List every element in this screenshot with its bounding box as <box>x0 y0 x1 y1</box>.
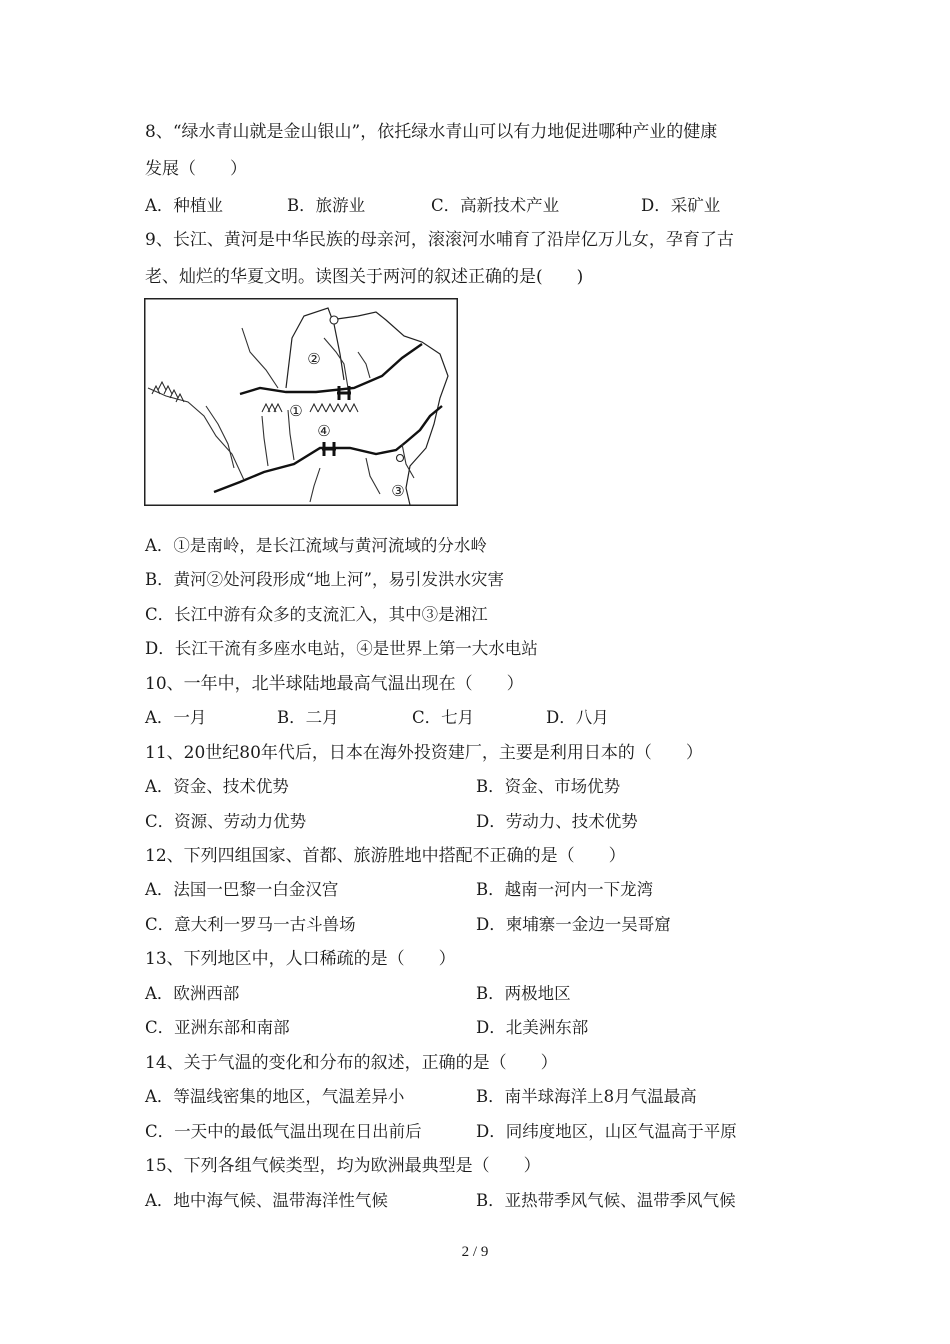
q12-option-c: C．意大利一罗马一古斗兽场 <box>145 915 356 934</box>
q12-option-d: D．柬埔寨一金边一吴哥窟 <box>476 915 671 934</box>
q13-option-a: A．欧洲西部 <box>145 984 240 1003</box>
river-map-svg <box>144 298 458 506</box>
q10-option-a: A．一月 <box>145 708 207 727</box>
q13-stem: 13、下列地区中，人口稀疏的是（ ） <box>145 949 456 969</box>
map-label-2: ② <box>307 350 321 368</box>
q8-option-b: B．旅游业 <box>287 196 366 215</box>
q9-stem-line2: 老、灿烂的华夏文明。读图关于两河的叙述正确的是( ) <box>145 267 584 287</box>
page-number: 2 / 9 <box>461 1244 489 1260</box>
map-label-3: ③ <box>391 482 405 500</box>
q11-option-c: C．资源、劳动力优势 <box>145 812 307 831</box>
q12-stem: 12、下列四组国家、首都、旅游胜地中搭配不正确的是（ ） <box>145 846 626 866</box>
q14-option-a: A．等温线密集的地区，气温差异小 <box>145 1087 405 1106</box>
q11-option-d: D．劳动力、技术优势 <box>476 812 638 831</box>
q11-option-b: B．资金、市场优势 <box>476 777 621 796</box>
q8-option-d: D．采矿业 <box>641 196 721 215</box>
q8-option-a: A．种植业 <box>145 196 223 215</box>
q13-option-c: C．亚洲东部和南部 <box>145 1018 290 1037</box>
q15-option-b: B．亚热带季风气候、温带季风气候 <box>476 1191 736 1210</box>
q10-stem: 10、一年中，北半球陆地最高气温出现在（ ） <box>145 674 524 694</box>
q9-option-a: A．①是南岭，是长江流域与黄河流域的分水岭 <box>145 536 487 555</box>
q9-option-d: D．长江干流有多座水电站，④是世界上第一大水电站 <box>145 639 538 658</box>
q9-option-b: B．黄河②处河段形成“地上河”，易引发洪水灾害 <box>145 570 504 589</box>
q8-stem-line2: 发展（ ） <box>145 159 247 179</box>
q13-option-b: B．两极地区 <box>476 984 571 1003</box>
q11-stem: 11、20世纪80年代后，日本在海外投资建厂，主要是利用日本的（ ） <box>145 743 703 763</box>
map-label-1: ① <box>289 402 303 420</box>
q14-stem: 14、关于气温的变化和分布的叙述，正确的是（ ） <box>145 1053 558 1073</box>
q8-stem-line1: 8、“绿水青山就是金山银山”，依托绿水青山可以有力地促进哪种产业的健康 <box>145 122 718 142</box>
river-map-figure <box>144 298 458 506</box>
q8-option-c: C．高新技术产业 <box>431 196 560 215</box>
q9-stem-line1: 9、长江、黄河是中华民族的母亲河，滚滚河水哺育了沿岸亿万儿女，孕育了古 <box>145 230 734 250</box>
q10-option-c: C．七月 <box>412 708 475 727</box>
q11-option-a: A．资金、技术优势 <box>145 777 289 796</box>
q12-option-a: A．法国一巴黎一白金汉宫 <box>145 880 339 899</box>
q14-option-b: B．南半球海洋上8月气温最高 <box>476 1087 697 1106</box>
q13-option-d: D．北美洲东部 <box>476 1018 589 1037</box>
q15-option-a: A．地中海气候、温带海洋性气候 <box>145 1191 388 1210</box>
q15-stem: 15、下列各组气候类型，均为欧洲最典型是（ ） <box>145 1156 541 1176</box>
q14-option-c: C．一天中的最低气温出现在日出前后 <box>145 1122 422 1141</box>
lake-north <box>330 316 338 324</box>
lake-south <box>397 455 404 462</box>
q14-option-d: D．同纬度地区，山区气温高于平原 <box>476 1122 737 1141</box>
q9-option-c: C．长江中游有众多的支流汇入，其中③是湘江 <box>145 605 488 624</box>
map-label-4: ④ <box>317 422 331 440</box>
q10-option-b: B．二月 <box>277 708 339 727</box>
q10-option-d: D．八月 <box>546 708 609 727</box>
q12-option-b: B．越南一河内一下龙湾 <box>476 880 654 899</box>
